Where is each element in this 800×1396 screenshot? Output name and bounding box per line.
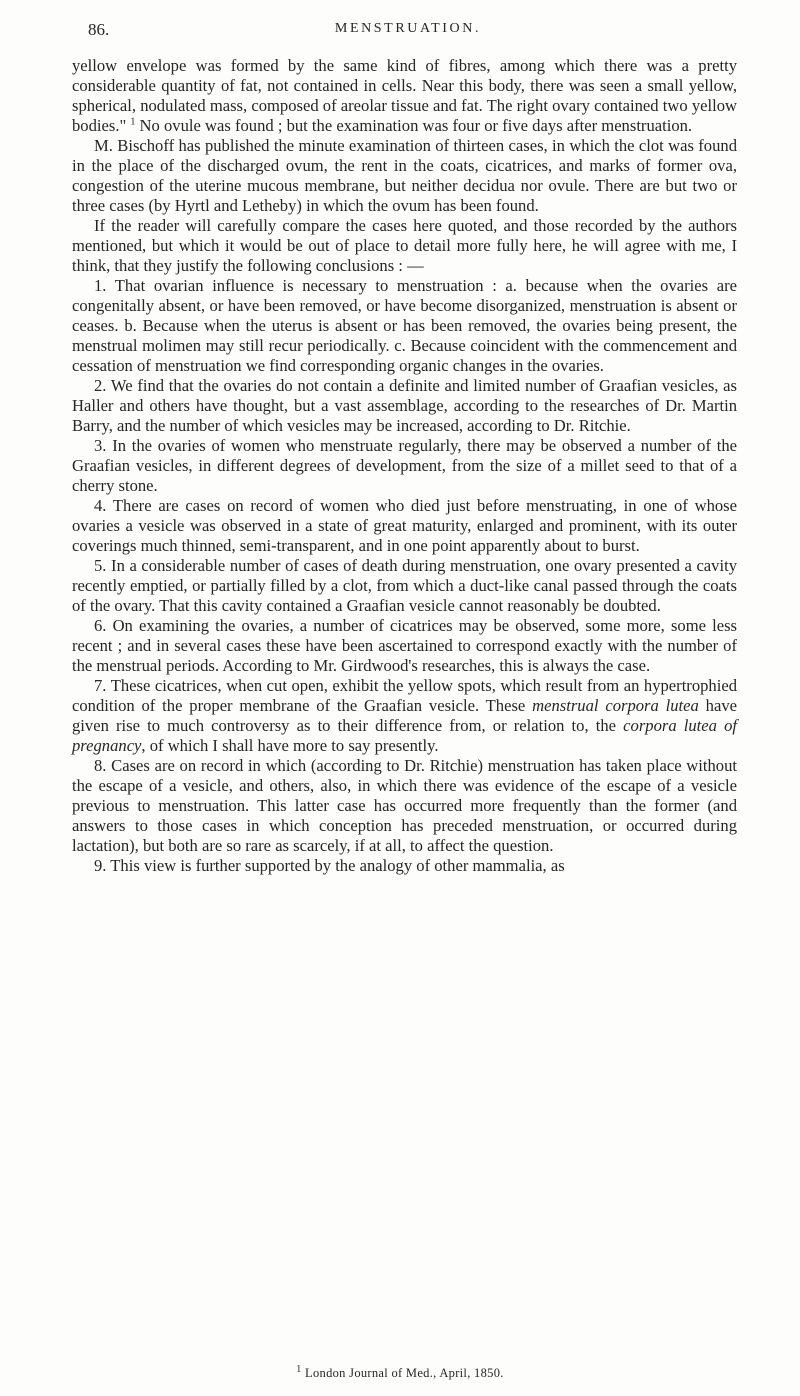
footnote-mark: 1 bbox=[296, 1363, 302, 1375]
emphasis-menstrual-corpora-lutea: menstrual corpora lutea bbox=[532, 696, 699, 715]
body-text bbox=[72, 56, 737, 876]
conclusion-2: 2. We find that the ovaries do not contain a definite and limited number of Graafian vesicles, as Haller and others have thought, but a vast assemblage, according to the researches of Dr. Martin Barry, and the number of which vesicles may be increased, according to Dr. Ritchie. bbox=[72, 376, 737, 435]
conclusion-4: 4. There are cases on record of women who died just before menstruating, in one of whose ovaries a vesicle was observed in a state of great maturity, enlarged and prominent, with its outer coverings much thinned, semi-transparent, and in one point apparently about to burst. bbox=[72, 496, 737, 555]
emphasis-corpora-lutea-pregnancy: corpora lutea of pregnancy bbox=[72, 716, 737, 755]
conclusion-3: 3. In the ovaries of women who menstruate regularly, there may be observed a number of the Graafian vesicles, in different degrees of development, from the size of a millet seed to that of a cherry stone. bbox=[72, 436, 737, 495]
page-header bbox=[88, 20, 728, 44]
paragraph-continued: yellow envelope was formed by the same kind of fibres, among which there was a pretty considerable quantity of fat, not contained in cells. Near this body, there was seen a small yellow, spherical, nodulated mass, composed of areolar tissue and fat. The right ovary contained two yellow bodies." $^1$ No ovule was found ; but the examination was four or five days after menstruation. bbox=[72, 56, 737, 135]
footnote-text: London Journal of Med., April, 1850. bbox=[305, 1366, 504, 1380]
paragraph-reader-conclusions: If the reader will carefully compare the cases here quoted, and those recorded by the authors mentioned, but which it would be out of place to detail more fully here, he will agree with me, I think, that they justify the following conclusions : — bbox=[72, 216, 737, 275]
paragraph-bischoff: M. Bischoff has published the minute examination of thirteen cases, in which the clot was found in the place of the discharged ovum, the rent in the coats, cicatrices, and marks of former ova, congestion of the uterine mucous membrane, but neither decidua nor ovule. There are but two or three cases (by Hyrtl and Letheby) in which the ovum has been found. bbox=[72, 136, 737, 215]
conclusion-6: 6. On examining the ovaries, a number of cicatrices may be observed, some more, some less recent ; and in several cases these have been ascertained to correspond exactly with the number of the menstrual periods. According to Mr. Girdwood's researches, this is always the case. bbox=[72, 616, 737, 675]
conclusion-7: 7. These cicatrices, when cut open, exhibit the yellow spots, which result from an hypertrophied condition of the proper membrane of the Graafian vesicle. These menstrual corpora lutea have given rise to much controversy as to their difference from, or relation to, the corpora lutea of pregnancy, of which I shall have more to say presently. bbox=[72, 676, 737, 755]
footnote bbox=[0, 1363, 800, 1381]
conclusion-5: 5. In a considerable number of cases of death during menstruation, one ovary presented a cavity recently emptied, or partially filled by a clot, from which a duct-like canal passed through the coats of the ovary. That this cavity contained a Graafian vesicle cannot reasonably be doubted. bbox=[72, 556, 737, 615]
conclusion-9: 9. This view is further supported by the analogy of other mammalia, as bbox=[94, 856, 565, 875]
footnote-reference[interactable]: 1 bbox=[130, 116, 136, 128]
conclusion-1: 1. That ovarian influence is necessary to menstruation : a. because when the ovaries are congenitally absent, or have been removed, or have become disorganized, menstruation is absent or ceases. b. Because when the uterus is absent or has been removed, the ovaries being present, the menstrual molimen may still recur periodically. c. Because coincident with the commencement and cessation of menstruation we find corresponding organic changes in the ovaries. bbox=[72, 276, 737, 375]
conclusion-8: 8. Cases are on record in which (according to Dr. Ritchie) menstruation has taken place without the escape of a vesicle, and others, also, in which there was evidence of the escape of a vesicle previous to menstruation. This latter case has occurred more frequently than the former (and answers to those cases in which conception has preceded menstruation, or occurred during lactation), but both are so rare as scarcely, if at all, to affect the question. bbox=[72, 756, 737, 855]
running-title: MENSTRUATION. bbox=[334, 21, 482, 36]
page-number: 86. bbox=[88, 20, 110, 39]
